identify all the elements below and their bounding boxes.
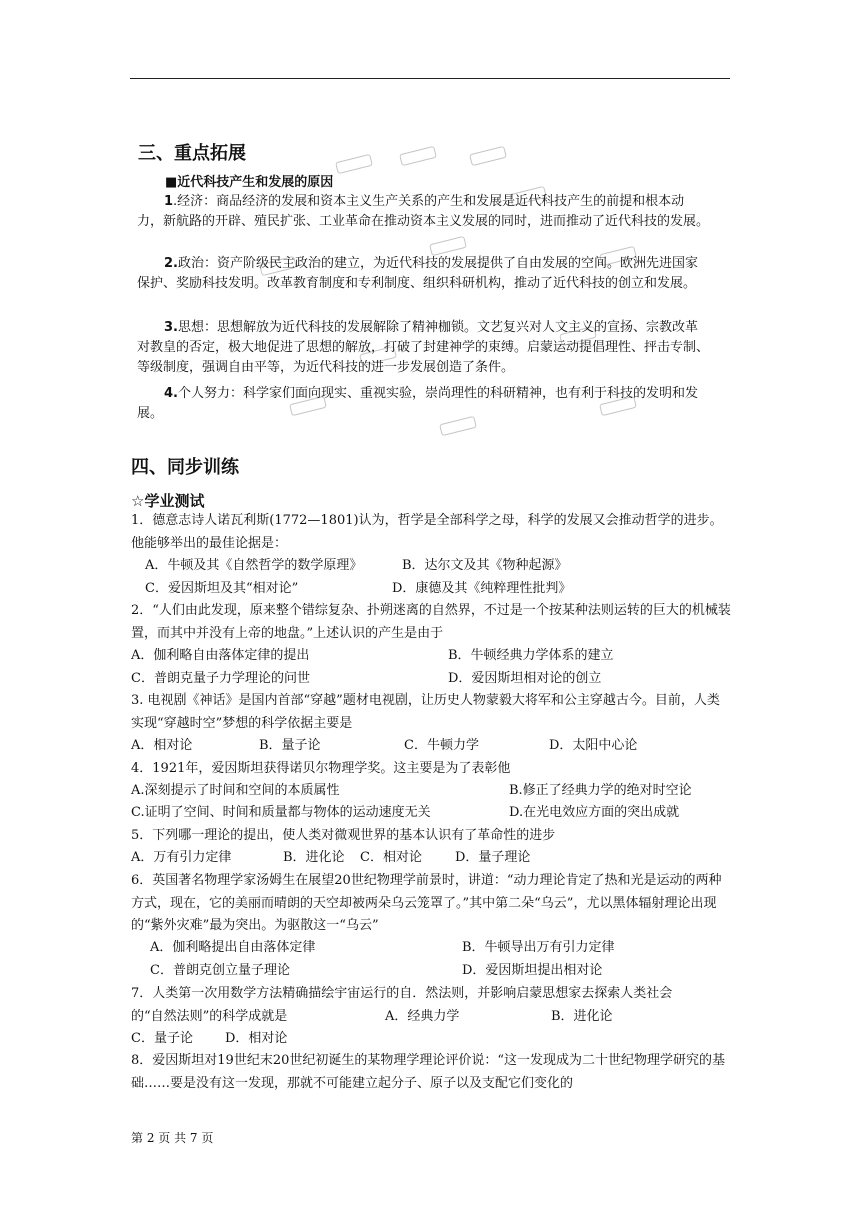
question-1-option-d: D．康德及其《纯粹理性批判》	[392, 581, 572, 596]
question-4-option-c: C.证明了空间、时间和质量都与物体的运动速度无关	[131, 805, 431, 820]
question-2-option-a: A．伽利略自由落体定律的提出	[131, 648, 310, 663]
question-5-option-d: D．量子理论	[455, 850, 531, 865]
header-rule	[130, 78, 730, 79]
question-5-option-a: A．万有引力定律	[131, 850, 232, 865]
question-7-option-d: D．相对论	[225, 1031, 288, 1046]
section-title-expansion: 三、重点拓展	[138, 143, 246, 164]
watermark-stamp	[399, 146, 437, 166]
question-4: 4．1921年，爱因斯坦获得诺贝尔物理学奖。这主要是为了表彰他	[131, 761, 511, 776]
question-3-option-c: C．牛顿力学	[404, 738, 479, 753]
question-3-option-b: B．量子论	[259, 738, 321, 753]
question-6-option-a: A．伽利略提出自由落体定律	[150, 940, 316, 955]
question-7-option-a: A．经典力学	[385, 1009, 460, 1024]
watermark-stamp	[469, 146, 507, 166]
question-4-option-b: B.修正了经典力学的绝对时空论	[509, 783, 692, 798]
paragraph-number: 4.	[164, 386, 178, 401]
question-6-option-d: D．爱因斯坦提出相对论	[462, 963, 603, 978]
paragraph-number: 2.	[164, 256, 178, 271]
paragraph-politics	[137, 254, 710, 294]
question-2-option-d: D．爱因斯坦相对论的创立	[448, 671, 602, 686]
question-5: 5．下列哪一理论的提出，使人类对微观世界的基本认识有了革命性的进步	[131, 828, 556, 843]
question-3-option-d: D．太阳中心论	[549, 738, 638, 753]
question-7-option-c: C．量子论	[131, 1031, 193, 1046]
paragraph-number: 3.	[164, 320, 178, 335]
question-1-option-c: C．爱因斯坦及其“相对论”	[145, 581, 299, 596]
paragraph-text: 政治：资产阶级民主政治的建立，为近代科技的发展提供了自由发展的空间。欧洲先进国家保护、奖励科技发明。改革教育制度和专利制度、组织科研机构，推动了近代科技的创立和发展。	[137, 256, 698, 291]
question-5-option-c: C．相对论	[360, 850, 422, 865]
question-6-option-b: B．牛顿导出万有引力定律	[462, 940, 615, 955]
question-7: 7．人类第一次用数学方法精确描绘宇宙运行的自．然法则，并影响启蒙思想家去探索人类社会的“自然法则”的科学成就是	[131, 986, 673, 1024]
watermark-stamp	[335, 154, 373, 174]
question-6-option-c: C．普朗克创立量子理论	[150, 963, 290, 978]
section-subtitle: ■近代科技产生和发展的原因	[165, 175, 334, 190]
paragraph-thought	[137, 318, 710, 378]
paragraph-text: .经济：商品经济的发展和资本主义生产关系的产生和发展是近代科技产生的前提和根本动力，新航路的开辟、殖民扩张、工业革命在推动资本主义发展的同时，进而推动了近代科技的发展。	[137, 194, 710, 229]
paragraph-text: 个人努力：科学家们面向现实、重视实验，崇尚理性的科研精神，也有利于科技的发明和发展。	[137, 386, 698, 421]
paragraph-economy	[137, 192, 710, 232]
paragraph-individual	[137, 384, 710, 424]
paragraph-text: 思想：思想解放为近代科技的发展解除了精神枷锁。文艺复兴对人文主义的宣扬、宗教改革对教皇的否定，极大地促进了思想的解放，打破了封建神学的束缚。启蒙运动提倡理性、抨击专制、等级制度，强调自由平等，为近代科技的进一步发展创造了条件。	[137, 320, 710, 375]
question-6: 6．英国著名物理学家汤姆生在展望20世纪物理学前景时，讲道：“动力理论肯定了热和光是运动的两种方式，现在，它的美丽而晴朗的天空却被两朵乌云笼罩了。”其中第二朵“乌云”，尤以黑体辐射理论出现的“紫外灾难”最为突出。为驱散这一“乌云”	[131, 873, 722, 933]
section-subtitle-test: ☆学业测试	[131, 492, 205, 510]
question-4-option-d: D.在光电效应方面的突出成就	[509, 805, 680, 820]
page-footer: 第 2 页 共 7 页	[131, 1131, 214, 1145]
question-8: 8．爱因斯坦对19世纪末20世纪初诞生的某物理学理论评价说：“这一发现成为二十世纪物理学研究的基础……要是没有这一发现，那就不可能建立起分子、原子以及支配它们变化的	[131, 1053, 726, 1091]
question-2: 2．“人们由此发现，原来整个错综复杂、扑朔迷离的自然界，不过是一个按某种法则运转的巨大的机械装置，而其中并没有上帝的地盘。”上述认识的产生是由于	[131, 603, 731, 641]
question-7-option-b: B．进化论	[551, 1009, 613, 1024]
question-1-option-b: B．达尔文及其《物种起源》	[402, 558, 568, 573]
question-4-option-a: A.深刻提示了时间和空间的本质属性	[131, 783, 340, 798]
question-1-option-a: A．牛顿及其《自然哲学的数学原理》	[145, 558, 363, 573]
question-3: 3. 电视剧《神话》是国内首部“穿越”题材电视剧，让历史人物蒙毅大将军和公主穿越古今。目前，人类实现“穿越时空”梦想的科学依据主要是	[131, 693, 720, 731]
question-5-option-b: B．进化论	[283, 850, 345, 865]
question-3-option-a: A．相对论	[131, 738, 193, 753]
section-title-training: 四、同步训练	[131, 457, 239, 478]
paragraph-number: 1	[164, 194, 174, 209]
question-1: 1．德意志诗人诺瓦利斯(1772—1801)认为，哲学是全部科学之母，科学的发展又会推动哲学的进步。他能够举出的最佳论据是：	[131, 513, 723, 551]
question-2-option-b: B．牛顿经典力学体系的建立	[448, 648, 614, 663]
question-2-option-c: C．普朗克量子力学理论的问世	[131, 671, 310, 686]
